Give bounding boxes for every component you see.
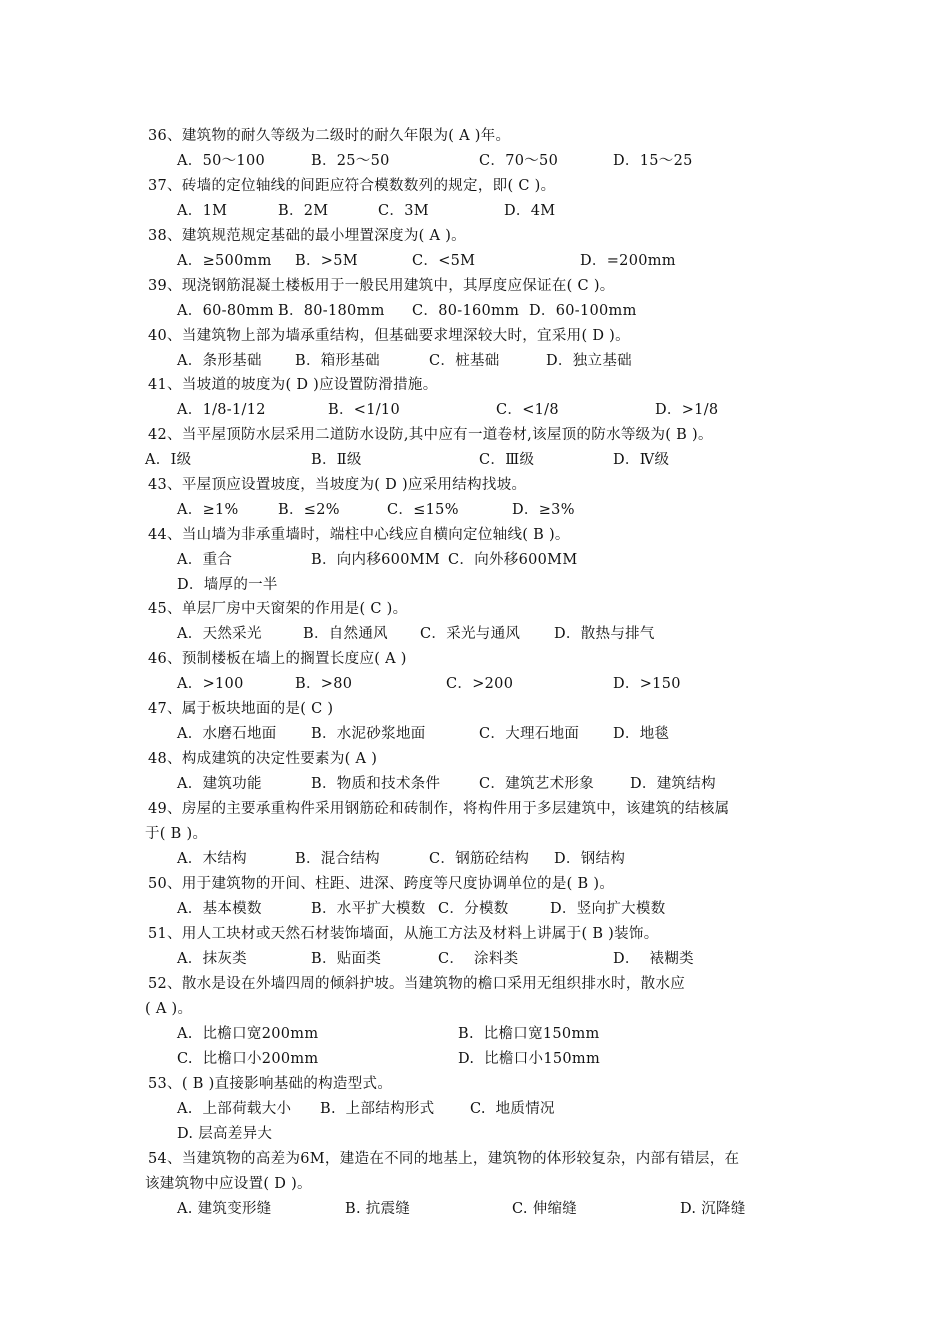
option-45-b: B．自然通风: [303, 626, 388, 642]
option-42-c: C．Ⅲ级: [479, 452, 535, 468]
option-43-c: C．≤15%: [387, 502, 459, 518]
option-54-d: D. 沉降缝: [680, 1201, 746, 1217]
option-45-d: D．散热与排气: [554, 626, 655, 642]
option-40-a: A．条形基础: [177, 353, 262, 369]
question-39: 39、现浇钢筋混凝土楼板用于一般民用建筑中，其厚度应保证在( C )。: [148, 278, 615, 294]
option-48-d: D．建筑结构: [630, 776, 716, 792]
option-41-d: D．>1/8: [655, 402, 719, 418]
question-49: 49、房屋的主要承重构件采用钢筋砼和砖制作，将构件用于多层建筑中，该建筑的结核属: [148, 801, 730, 817]
option-48-c: C．建筑艺术形象: [479, 776, 594, 792]
option-44-c: C．向外移600MM: [448, 552, 578, 568]
question-40: 40、当建筑物上部为墙承重结构，但基础要求埋深较大时，宜采用( D )。: [148, 328, 630, 344]
option-44-a: A．重合: [177, 552, 233, 568]
question-36: 36、建筑物的耐久等级为二级时的耐久年限为( A )年。: [148, 128, 511, 144]
option-40-d: D．独立基础: [546, 353, 632, 369]
option-54-c: C. 伸缩缝: [512, 1201, 578, 1217]
question-51: 51、用人工块材或天然石材装饰墙面，从施工方法及材料上讲属于( B )装饰。: [148, 926, 659, 942]
question-54-cont: 该建筑物中应设置( D )。: [145, 1176, 312, 1192]
option-39-b: B．80-180mm: [278, 303, 385, 319]
question-41: 41、当坡道的坡度为( D )应设置防滑措施。: [148, 377, 438, 393]
question-54: 54、当建筑物的高差为6M，建造在不同的地基上，建筑物的体形较复杂，内部有错层，在: [148, 1151, 740, 1167]
option-43-d: D．≥3%: [512, 502, 575, 518]
question-44: 44、当山墙为非承重墙时，端柱中心线应自横向定位轴线( B )。: [148, 527, 570, 543]
option-53-d: D. 层高差异大: [177, 1126, 273, 1142]
option-48-a: A．建筑功能: [177, 776, 262, 792]
option-40-b: B．箱形基础: [295, 353, 380, 369]
option-52-c: C. 比檐口小200mm: [177, 1051, 319, 1067]
option-45-a: A．天然采光: [177, 626, 262, 642]
question-52-cont: ( A )。: [145, 1001, 193, 1017]
option-50-c: C．分模数: [438, 901, 509, 917]
option-51-a: A．抹灰类: [177, 951, 247, 967]
question-47: 47、属于板块地面的是( C ): [148, 701, 334, 717]
option-47-a: A．水磨石地面: [177, 726, 277, 742]
option-53-a: A. 上部荷载大小: [177, 1101, 292, 1117]
option-37-d: D．4M: [504, 203, 556, 219]
option-44-b: B．向内移600MM: [311, 552, 441, 568]
option-38-c: C．<5M: [412, 253, 476, 269]
option-46-d: D．>150: [613, 676, 681, 692]
option-37-a: A．1M: [177, 203, 228, 219]
question-38: 38、建筑规范规定基础的最小埋置深度为( A )。: [148, 228, 466, 244]
option-36-d: D．15～25: [613, 153, 693, 169]
option-50-d: D．竖向扩大模数: [550, 901, 666, 917]
option-43-a: A．≥1%: [177, 502, 239, 518]
option-39-d: D．60-100mm: [529, 303, 637, 319]
question-53: 53、( B )直接影响基础的构造型式。: [148, 1076, 393, 1092]
option-49-d: D．钢结构: [554, 851, 626, 867]
option-41-c: C．<1/8: [496, 402, 559, 418]
option-51-c: C． 涂料类: [438, 951, 519, 967]
option-45-c: C．采光与通风: [420, 626, 521, 642]
option-47-c: C．大理石地面: [479, 726, 580, 742]
question-48: 48、构成建筑的决定性要素为( A ): [148, 751, 378, 767]
option-39-a: A．60-80mm: [177, 303, 274, 319]
option-52-d: D. 比檐口小150mm: [458, 1051, 601, 1067]
question-37: 37、砖墙的定位轴线的间距应符合模数数列的规定，即( C )。: [148, 178, 556, 194]
question-49-cont: 于( B )。: [145, 826, 208, 842]
option-49-b: B．混合结构: [295, 851, 380, 867]
option-47-b: B．水泥砂浆地面: [311, 726, 426, 742]
option-53-b: B. 上部结构形式: [320, 1101, 435, 1117]
option-37-b: B．2M: [278, 203, 329, 219]
option-40-c: C．桩基础: [429, 353, 500, 369]
option-46-a: A．>100: [177, 676, 244, 692]
question-45: 45、单层厂房中天窗架的作用是( C )。: [148, 601, 408, 617]
option-46-b: B．>80: [295, 676, 353, 692]
option-54-a: A. 建筑变形缝: [177, 1201, 272, 1217]
option-44-d: D．墙厚的一半: [177, 577, 278, 593]
option-43-b: B．≤2%: [278, 502, 340, 518]
option-54-b: B. 抗震缝: [345, 1201, 411, 1217]
option-37-c: C．3M: [378, 203, 429, 219]
option-38-d: D．=200mm: [580, 253, 676, 269]
option-51-d: D． 裱糊类: [613, 951, 694, 967]
question-50: 50、用于建筑物的开间、柱距、进深、跨度等尺度协调单位的是( B )。: [148, 876, 615, 892]
question-42: 42、当平屋顶防水层采用二道防水设防,其中应有一道卷材,该屋顶的防水等级为( B )。: [148, 427, 713, 443]
option-52-a: A. 比檐口宽200mm: [177, 1026, 319, 1042]
option-41-b: B．<1/10: [328, 402, 400, 418]
question-43: 43、平屋顶应设置坡度，当坡度为( D )应采用结构找坡。: [148, 477, 527, 493]
option-50-a: A．基本模数: [177, 901, 262, 917]
question-46: 46、预制楼板在墙上的搁置长度应( A ): [148, 651, 407, 667]
option-42-d: D．Ⅳ级: [613, 452, 670, 468]
option-53-c: C. 地质情况: [470, 1101, 555, 1117]
option-36-c: C．70～50: [479, 153, 559, 169]
option-49-a: A．木结构: [177, 851, 247, 867]
option-36-a: A．50～100: [177, 153, 265, 169]
option-51-b: B．贴面类: [311, 951, 382, 967]
question-52: 52、散水是设在外墙四周的倾斜护坡。当建筑物的檐口采用无组织排水时，散水应: [148, 976, 686, 992]
option-42-a: A．Ⅰ级: [145, 452, 192, 468]
option-48-b: B．物质和技术条件: [311, 776, 441, 792]
option-38-b: B．>5M: [295, 253, 358, 269]
option-46-c: C．>200: [446, 676, 514, 692]
option-41-a: A．1/8-1/12: [177, 402, 266, 418]
option-36-b: B．25～50: [311, 153, 390, 169]
option-39-c: C．80-160mm: [412, 303, 520, 319]
option-52-b: B. 比檐口宽150mm: [458, 1026, 600, 1042]
option-47-d: D．地毯: [613, 726, 670, 742]
option-50-b: B．水平扩大模数: [311, 901, 426, 917]
option-49-c: C．钢筋砼结构: [429, 851, 530, 867]
option-42-b: B．Ⅱ级: [311, 452, 362, 468]
option-38-a: A．≥500mm: [177, 253, 272, 269]
